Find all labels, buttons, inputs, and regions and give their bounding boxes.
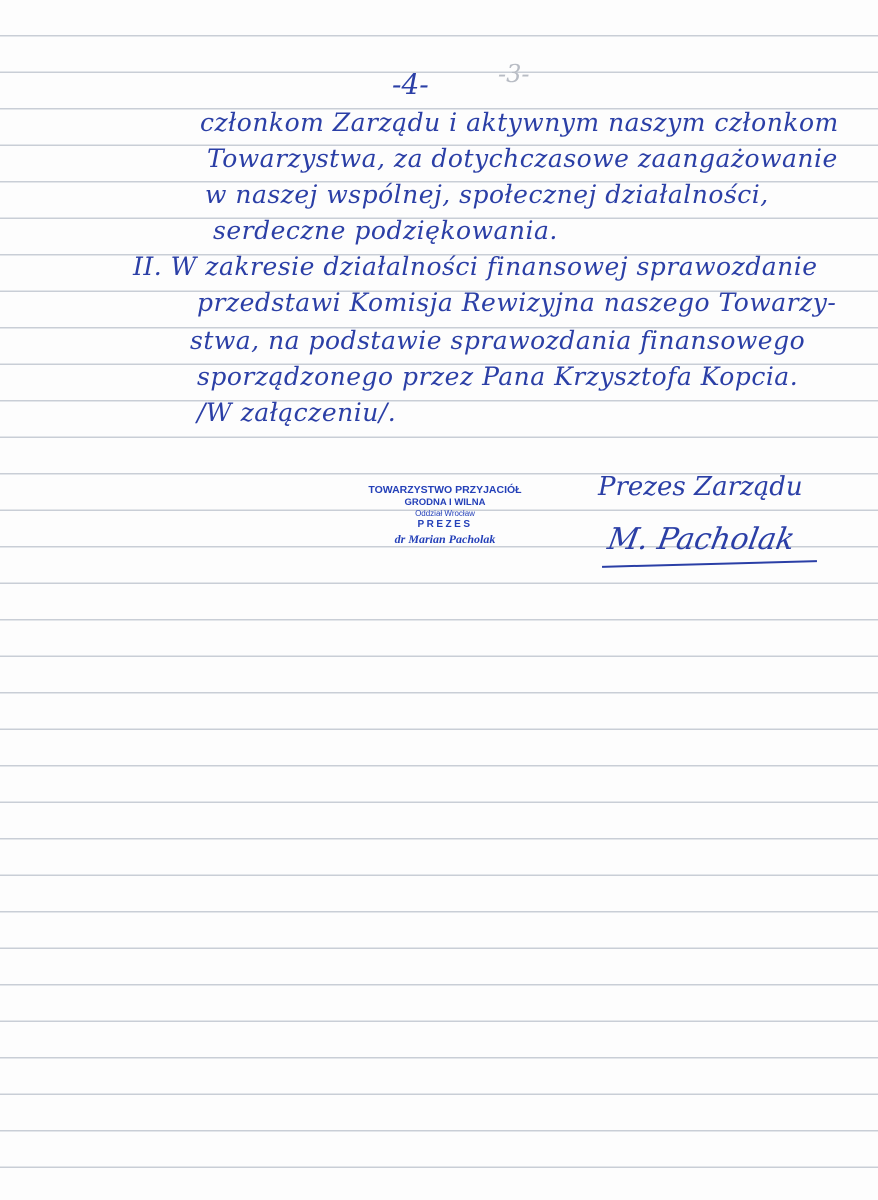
stamp-line-1: TOWARZYSTWO PRZYJACIÓŁ	[368, 484, 522, 496]
body-line-3: w naszej wspólnej, społecznej działalności,	[205, 180, 769, 209]
stamp-line-4: PREZES	[417, 519, 473, 530]
closing-title: Prezes Zarządu	[598, 472, 803, 502]
handwritten-signature: M. Pacholak	[604, 522, 798, 557]
body-line-7: stwa, na podstawie sprawozdania finansowego	[190, 326, 806, 355]
body-line-2: Towarzystwa, za dotychczasowe zaangażowanie	[207, 144, 838, 173]
ghost-page-number: -3-	[498, 60, 530, 88]
official-stamp	[340, 484, 550, 547]
stamp-line-3: Oddział Wrocław	[415, 509, 475, 518]
body-line-5: II. W zakresie działalności finansowej sprawozdanie	[133, 252, 818, 281]
body-line-6: przedstawi Komisja Rewizyjna naszego Towarzy-	[197, 288, 837, 317]
stamp-line-5: dr Marian Pacholak	[394, 532, 496, 546]
page-number: -4-	[392, 68, 429, 101]
body-line-8: sporządzonego przez Pana Krzysztofa Kopcia.	[197, 362, 799, 391]
body-line-9: /W załączeniu/.	[197, 398, 397, 427]
stamp-line-2: GRODNA I WILNA	[404, 497, 486, 508]
body-line-4: serdeczne podziękowania.	[213, 216, 558, 245]
body-line-1: członkom Zarządu i aktywnym naszym członkom	[200, 108, 839, 137]
